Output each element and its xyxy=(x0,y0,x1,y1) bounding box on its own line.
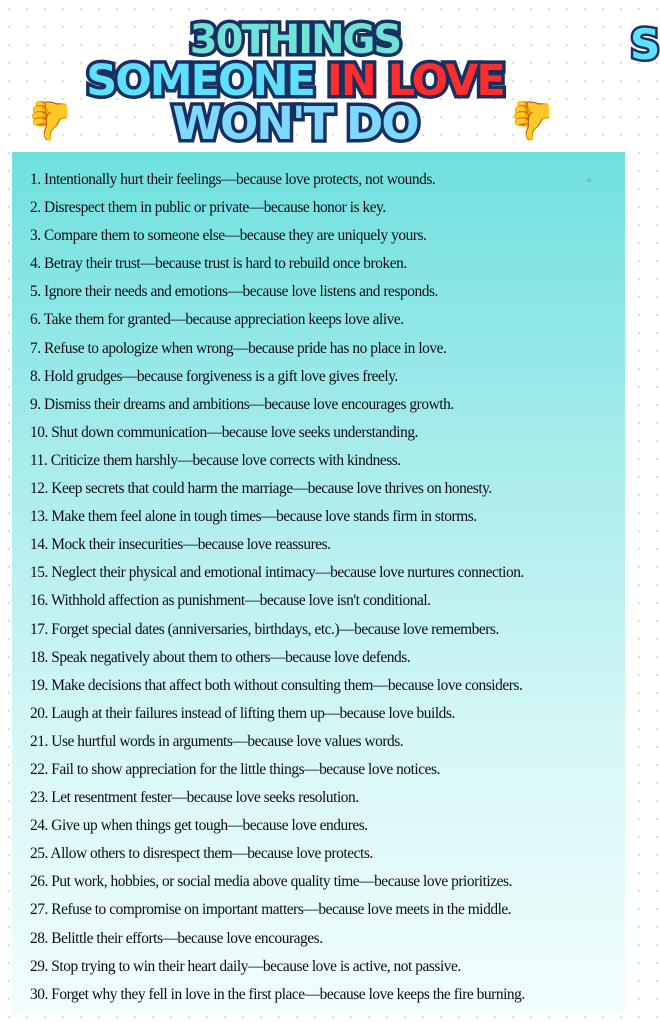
list-item: 7. Refuse to apologize when wrong—because pride has no place in love. xyxy=(30,339,447,357)
title-line-2-part-1: SOMEONE xyxy=(86,56,327,106)
thumbs-down-icon: 👍 xyxy=(508,99,556,141)
list-item: 21. Use hurtful words in arguments—because love values words. xyxy=(30,732,404,750)
list-item: 17. Forget special dates (anniversaries, birthdays, etc.)—because love remembers. xyxy=(30,620,499,638)
list-item: 11. Criticize them harshly—because love corrects with kindness. xyxy=(30,451,401,469)
list-item: 28. Belittle their efforts—because love encourages. xyxy=(30,929,323,947)
list-item: 30. Forget why they fell in love in the first place—because love keeps the fire burning. xyxy=(30,985,525,1003)
list-item: 26. Put work, hobbies, or social media above quality time—because love prioritizes. xyxy=(30,873,512,891)
list-item: 5. Ignore their needs and emotions—because love listens and responds. xyxy=(30,283,438,301)
poster-title xyxy=(0,0,660,152)
list-item: 24. Give up when things get tough—because love endures. xyxy=(30,817,368,835)
list-item: 15. Neglect their physical and emotional intimacy—because love nurtures connection. xyxy=(30,564,524,582)
list-item: 1. Intentionally hurt their feelings—because love protects, not wounds. xyxy=(30,171,436,188)
list-item: 29. Stop trying to win their heart daily—because love is active, not passive. xyxy=(30,957,461,975)
sparkle-icon: ✦ xyxy=(585,176,594,187)
list-item: 22. Fail to show appreciation for the little things—because love notices. xyxy=(30,760,440,778)
list-item: 2. Disrespect them in public or private—because honor is key. xyxy=(30,199,386,217)
list-item: 12. Keep secrets that could harm the marriage—because love thrives on honesty. xyxy=(30,480,492,498)
list-item: 20. Laugh at their failures instead of lifting them up—because love builds. xyxy=(30,704,455,722)
things-list xyxy=(30,166,617,1009)
list-item: 8. Hold grudges—because forgiveness is a gift love gives freely. xyxy=(30,367,398,385)
title-line-3: WON'T DO xyxy=(172,97,418,150)
list-item: 16. Withhold affection as punishment—because love isn't conditional. xyxy=(30,592,431,610)
list-panel xyxy=(12,152,625,1014)
list-item: 6. Take them for granted—because appreciation keeps love alive. xyxy=(30,311,404,329)
list-item: 13. Make them feel alone in tough times—because love stands firm in storms. xyxy=(30,508,477,526)
list-item: 3. Compare them to someone else—because they are uniquely yours. xyxy=(30,227,427,245)
cropped-letter-fragment: S xyxy=(630,20,660,69)
list-item: 25. Allow others to disrespect them—because love protects. xyxy=(30,845,373,863)
list-item: 9. Dismiss their dreams and ambitions—because love encourages growth. xyxy=(30,395,454,413)
title-line-1: 30THINGS xyxy=(189,17,401,63)
list-item: 23. Let resentment fester—because love seeks resolution. xyxy=(30,789,359,807)
list-item: 19. Make decisions that affect both without consulting them—because love considers. xyxy=(30,676,523,694)
list-item: 27. Refuse to compromise on important matters—because love meets in the middle. xyxy=(30,901,512,919)
list-item: 10. Shut down communication—because love seeks understanding. xyxy=(30,423,419,441)
list-item: 14. Mock their insecurities—because love reassures. xyxy=(30,536,331,554)
title-line-2-part-2: IN LOVE xyxy=(326,56,504,106)
list-item: 4. Betray their trust—because trust is hard to rebuild once broken. xyxy=(30,255,407,273)
list-item: 18. Speak negatively about them to others—because love defends. xyxy=(30,648,411,666)
thumbs-down-icon: 👍 xyxy=(26,99,74,141)
